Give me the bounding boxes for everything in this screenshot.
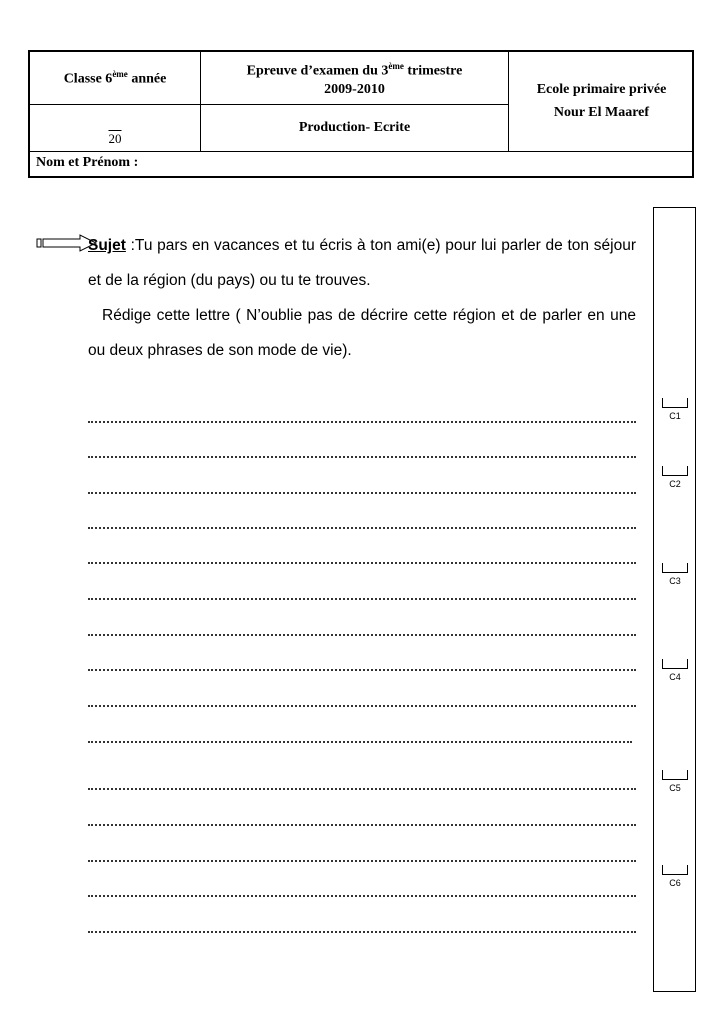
subject-text: Sujet :Tu pars en vacances et tu écris à ton ami(e) pour lui parler de ton séjour et de la région (du pays) ou tu te trouves. Rédige cette lettre ( N’oublie pas de décrire cette région et de parler en une ou deux phrases de son mode de vie).: [88, 228, 636, 368]
writing-line[interactable]: [88, 858, 636, 862]
writing-line[interactable]: [88, 667, 636, 671]
subject-instruction: Rédige cette lettre ( N’oublie pas de décrire cette région et de parler en une ou deux phrases de son mode de vie).: [88, 307, 636, 359]
criterion-c3: C3: [660, 563, 690, 586]
criterion-c2: C2: [660, 466, 690, 489]
school-year: 2009-2010: [324, 81, 385, 97]
name-field-label: Nom et Prénom :: [36, 155, 139, 170]
writing-line[interactable]: [88, 525, 636, 529]
header-table: [28, 50, 694, 178]
writing-line[interactable]: [88, 490, 636, 494]
writing-line[interactable]: [88, 419, 636, 423]
writing-line[interactable]: [88, 596, 636, 600]
writing-line[interactable]: [88, 560, 636, 564]
criterion-c1: C1: [660, 398, 690, 421]
subject-label: Sujet: [88, 237, 126, 254]
writing-line[interactable]: [88, 786, 636, 790]
criterion-c5: C5: [660, 770, 690, 793]
writing-line[interactable]: [88, 822, 636, 826]
score-field: 20: [108, 131, 122, 146]
writing-line[interactable]: [88, 454, 636, 458]
exam-title: Epreuve d’examen du 3ème trimestre 2009-2010: [246, 61, 463, 97]
criterion-c6: C6: [660, 865, 690, 888]
class-label: Classe 6ème année: [63, 68, 167, 87]
school-name: Ecole primaire privée Nour El Maaref: [536, 82, 667, 120]
writing-line[interactable]: [88, 739, 632, 743]
criterion-c4: C4: [660, 659, 690, 682]
section-title: Production- Ecrite: [298, 120, 411, 135]
writing-line[interactable]: [88, 893, 636, 897]
writing-line[interactable]: [88, 632, 636, 636]
writing-line[interactable]: [88, 929, 636, 933]
writing-line[interactable]: [88, 703, 636, 707]
